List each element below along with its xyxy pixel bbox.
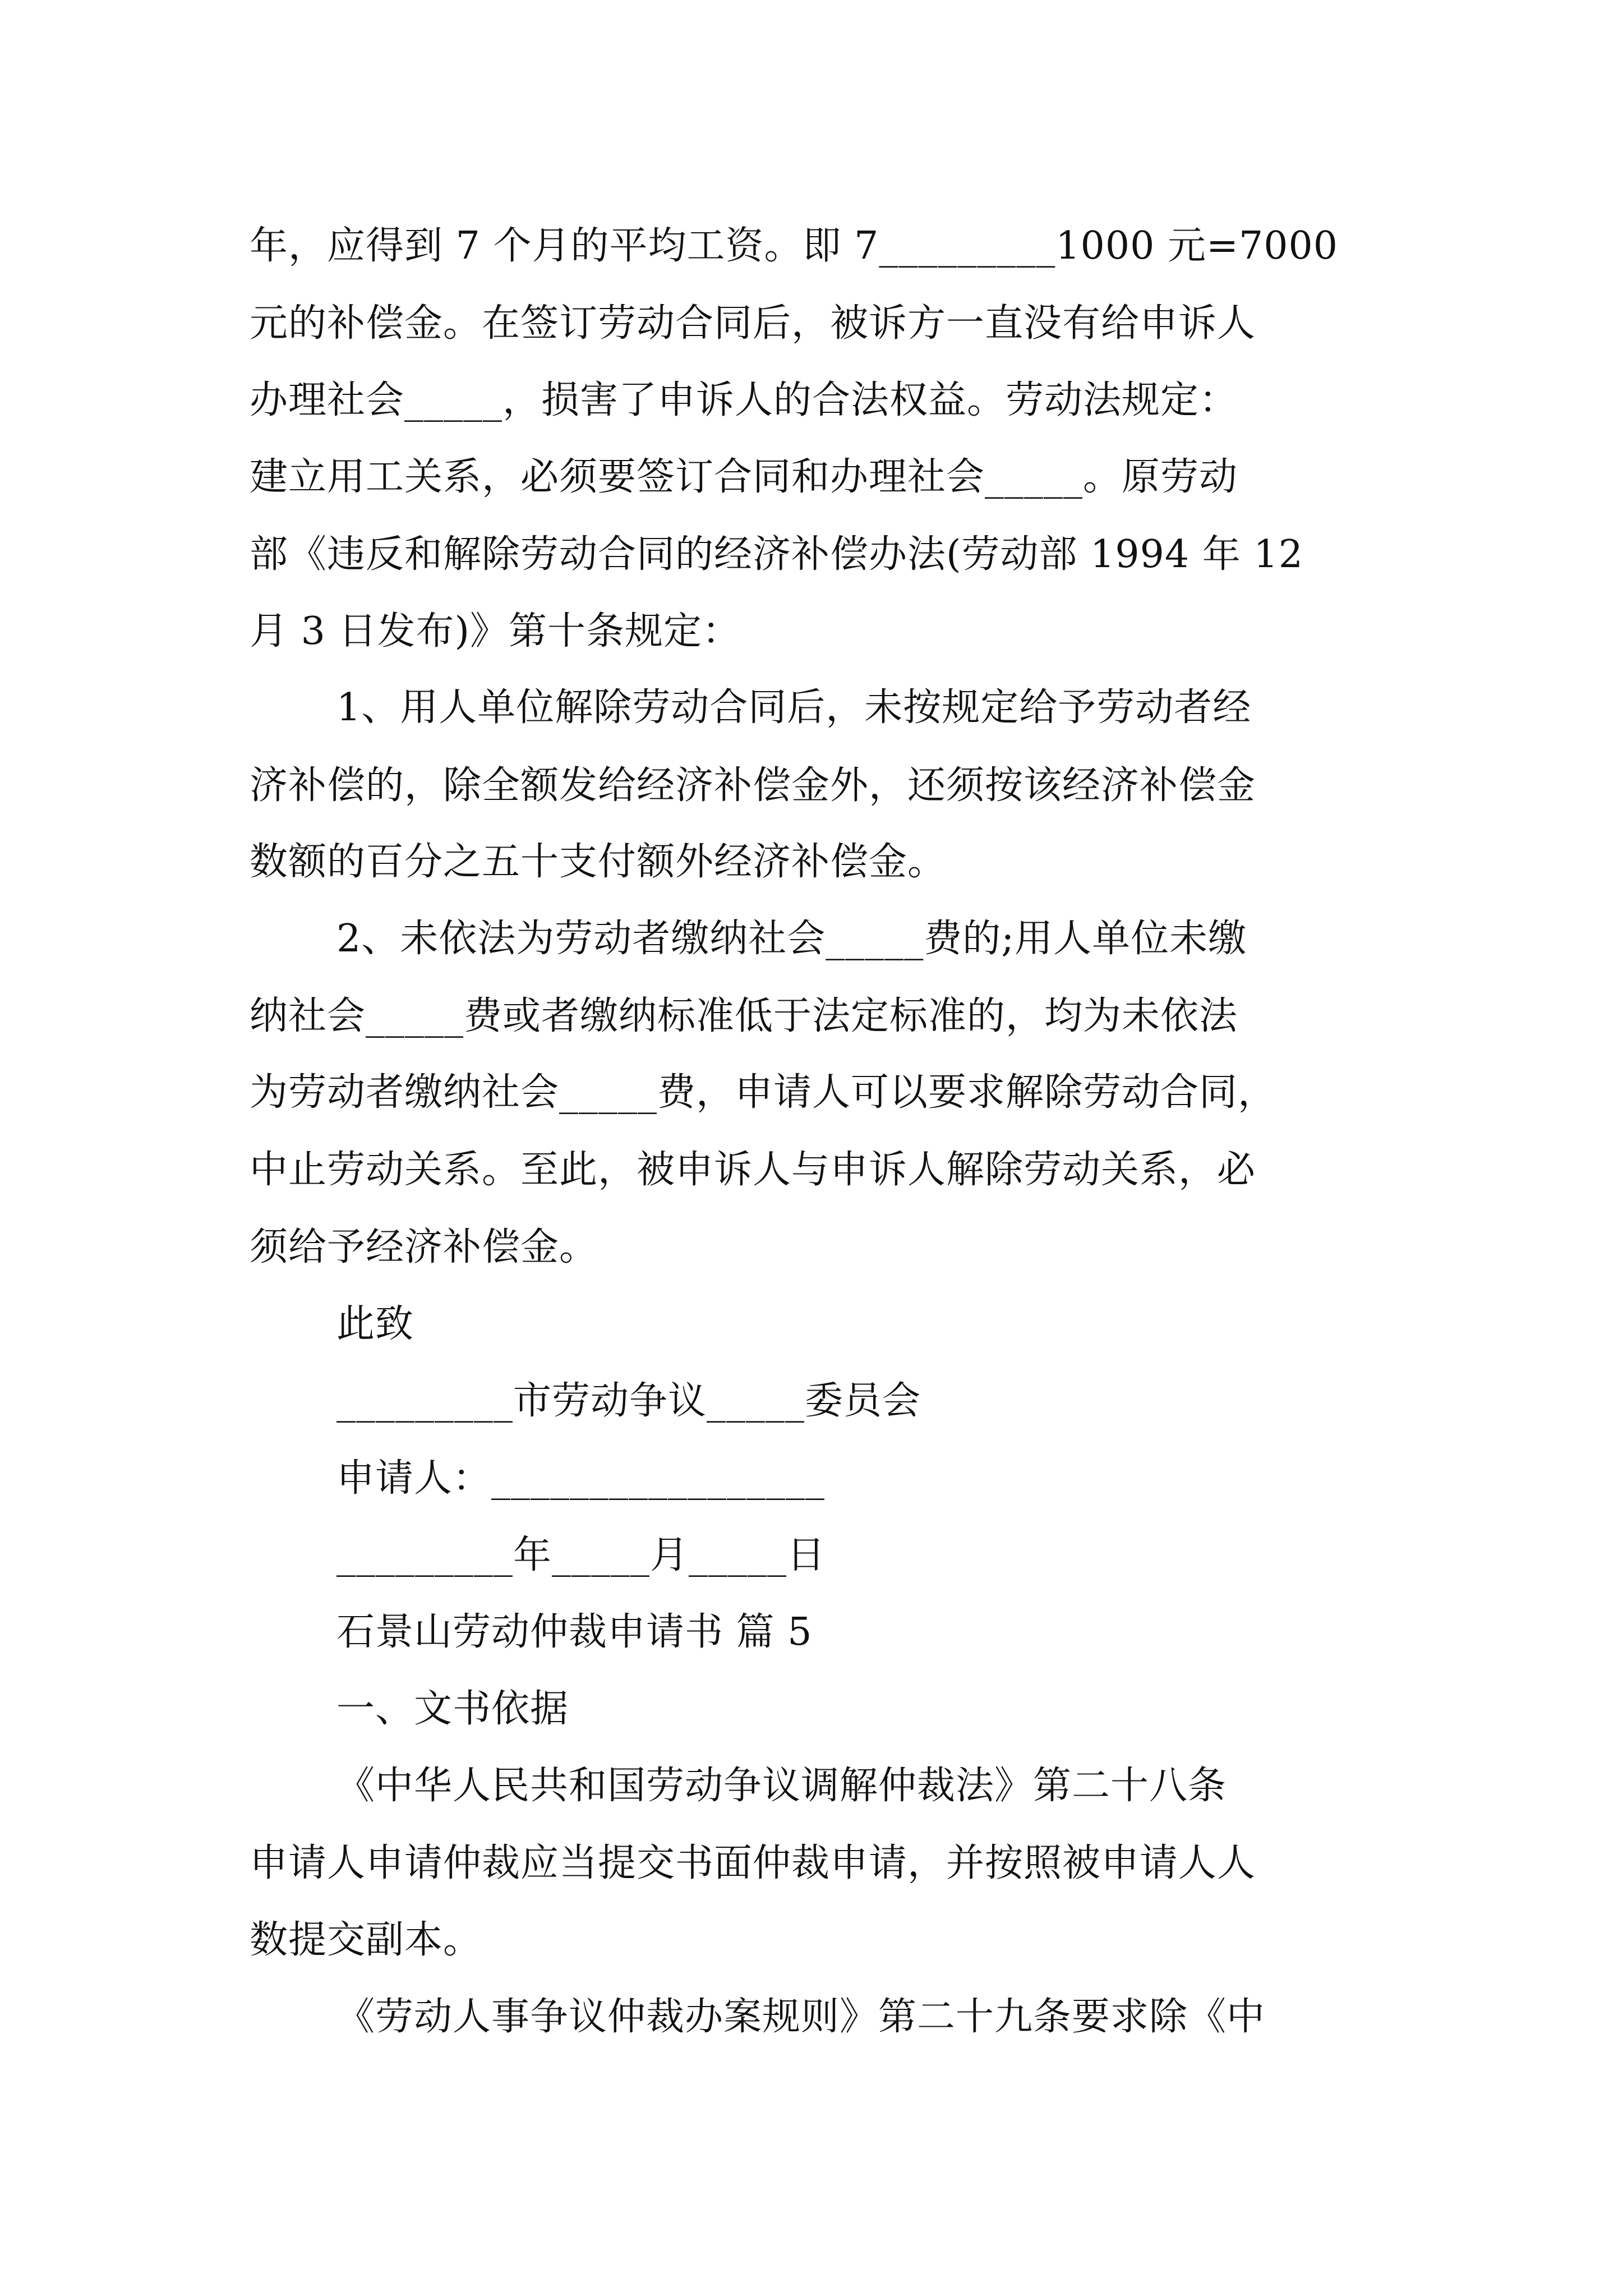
body-line: 2、未依法为劳动者缴纳社会_____费的;用人单位未缴 — [336, 917, 1247, 961]
recipient-line: _________市劳动争议_____委员会 — [336, 1379, 921, 1423]
body-line: 1、用人单位解除劳动合同后，未按规定给予劳动者经 — [336, 685, 1252, 730]
body-line: 办理社会_____，损害了申诉人的合法权益。劳动法规定： — [250, 378, 1238, 422]
body-line: 建立用工关系，必须要签订合同和办理社会_____。原劳动 — [250, 455, 1238, 499]
reference-line: 《中华人民共和国劳动争议调解仲裁法》第二十八条 — [336, 1764, 1227, 1808]
section-title: 石景山劳动仲裁申请书 篇 5 — [336, 1610, 813, 1654]
date-line: _________年_____月_____日 — [336, 1533, 826, 1577]
body-line: 济补偿的，除全额发给经济补偿金外，还须按该经济补偿金 — [250, 763, 1256, 808]
body-line: 数提交副本。 — [250, 1918, 482, 1962]
body-line: 数额的百分之五十支付额外经济补偿金。 — [250, 840, 947, 884]
applicant-line: 申请人：_________________ — [336, 1456, 826, 1501]
body-line: 部《违反和解除劳动合同的经济补偿办法(劳动部 1994 年 12 — [250, 532, 1303, 577]
body-line: 月 3 日发布)》第十条规定： — [250, 609, 741, 654]
body-line: 须给予经济补偿金。 — [250, 1225, 598, 1269]
body-line: 元的补偿金。在签订劳动合同后，被诉方一直没有给申诉人 — [250, 301, 1256, 346]
body-line: 年，应得到 7 个月的平均工资。即 7_________1000 元=7000 — [250, 224, 1339, 268]
reference-line: 《劳动人事争议仲裁办案规则》第二十九条要求除《中 — [336, 1995, 1266, 2039]
body-line: 申请人申请仲裁应当提交书面仲裁申请，并按照被申请人人 — [250, 1841, 1256, 1885]
section-heading: 一、文书依据 — [336, 1687, 569, 1731]
salutation: 此致 — [336, 1302, 414, 1346]
body-line: 中止劳动关系。至此，被申诉人与申诉人解除劳动关系，必 — [250, 1148, 1256, 1192]
body-line: 纳社会_____费或者缴纳标准低于法定标准的，均为未依法 — [250, 994, 1238, 1038]
body-line: 为劳动者缴纳社会_____费，申请人可以要求解除劳动合同， — [250, 1070, 1277, 1115]
